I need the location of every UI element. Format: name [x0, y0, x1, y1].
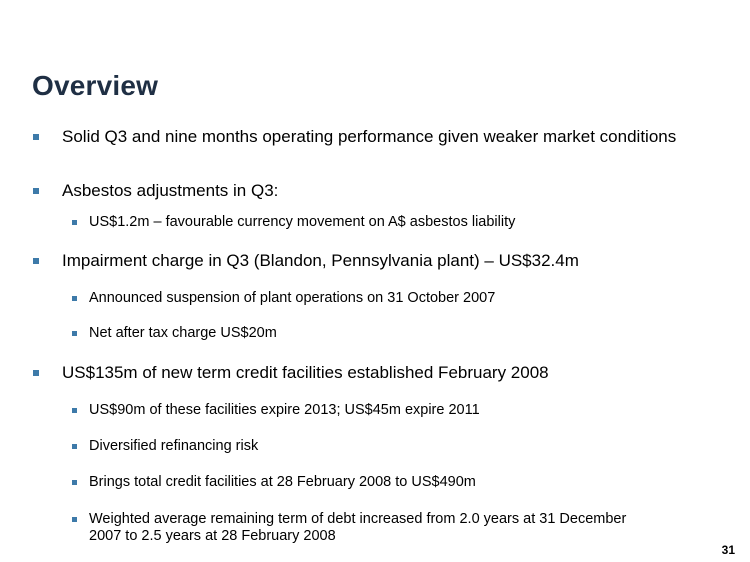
square-bullet-icon — [33, 370, 39, 376]
bullet-text: US$135m of new term credit facilities established February 2008 — [62, 363, 549, 382]
sub-bullet-text: Weighted average remaining term of debt increased from 2.0 years at 31 December 2007 to 2.5 years at 28 February 2008 — [89, 511, 627, 544]
bullet-item — [33, 181, 713, 200]
sub-bullet-item — [72, 325, 722, 342]
sub-bullet-text: US$1.2m – favourable currency movement on A$ asbestos liability — [89, 214, 516, 230]
bullet-item — [33, 251, 713, 270]
sub-bullet-text: Net after tax charge US$20m — [89, 325, 277, 341]
sub-bullet-item — [72, 402, 722, 419]
page-number: 31 — [721, 543, 735, 557]
bullet-item — [33, 127, 713, 146]
square-bullet-icon — [72, 444, 77, 449]
sub-bullet-text: Brings total credit facilities at 28 February 2008 to US$490m — [89, 474, 476, 490]
sub-bullet-item — [72, 214, 722, 231]
slide-title: Overview — [32, 70, 159, 101]
sub-bullet-item — [72, 438, 722, 455]
bullet-text: Solid Q3 and nine months operating performance given weaker market conditions — [62, 127, 677, 146]
sub-bullet-item — [72, 511, 647, 545]
square-bullet-icon — [72, 408, 77, 413]
square-bullet-icon — [72, 331, 77, 336]
square-bullet-icon — [33, 258, 39, 264]
square-bullet-icon — [72, 517, 77, 522]
square-bullet-icon — [33, 134, 39, 140]
bullet-text: Asbestos adjustments in Q3: — [62, 181, 279, 200]
sub-bullet-item — [72, 474, 722, 491]
square-bullet-icon — [72, 480, 77, 485]
bullet-item — [33, 363, 713, 382]
sub-bullet-text: Announced suspension of plant operations on 31 October 2007 — [89, 290, 496, 306]
sub-bullet-item — [72, 290, 722, 307]
square-bullet-icon — [72, 220, 77, 225]
bullet-text: Impairment charge in Q3 (Blandon, Pennsylvania plant) – US$32.4m — [62, 251, 579, 270]
square-bullet-icon — [72, 296, 77, 301]
square-bullet-icon — [33, 188, 39, 194]
sub-bullet-text: US$90m of these facilities expire 2013; US$45m expire 2011 — [89, 402, 480, 418]
sub-bullet-text: Diversified refinancing risk — [89, 438, 259, 454]
